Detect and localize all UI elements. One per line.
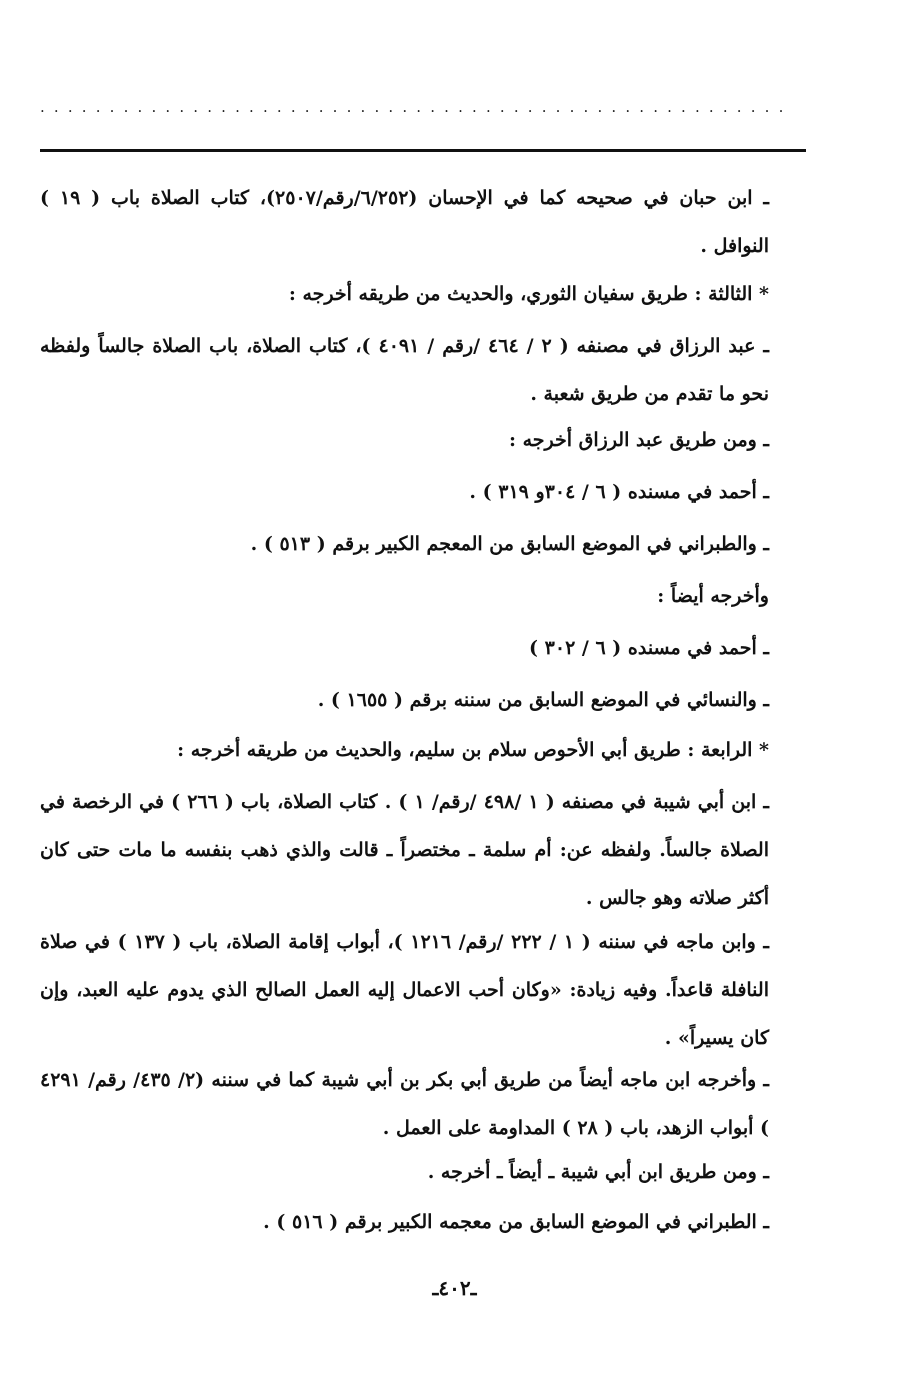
paragraph-abd-al-razzaq: ـ عبد الرزاق في مصنفه ( ٢ / ٤٦٤ /رقم / ٤٠٩١ )، كتاب الصلاة، باب الصلاة جالساً ولفظه نحو ما تقدم من طريق شعبة . <box>40 335 769 405</box>
page-number: ـ٤٠٢ـ <box>432 1276 477 1300</box>
paragraph-also-narrated: وأخرجه أيضاً : <box>657 585 769 607</box>
paragraph-via-ibn-abi-shaybah: ـ ومن طريق ابن أبي شيبة ـ أيضاً ـ أخرجه . <box>427 1161 769 1183</box>
paragraph-ibn-abi-shaybah: ـ ابن أبي شيبة في مصنفه ( ١ /٤٩٨ /رقم/ ١ ) . كتاب الصلاة، باب ( ٢٦٦ ) في الرخصة في الصلاة جالساً. ولفظه عن: أم سلمة ـ مختصراً ـ قالت والذي ذهب بنفسه ما مات حتى كان أكثر صلاته وهو جالس . <box>40 791 769 909</box>
header-dotted-line: . . . . . . . . . . . . . . . . . . . . . . . . . . . . . . . . . . . . . . . . . . . . . . . . . . . . . . <box>40 98 786 116</box>
paragraph-ahmad-musnad-2: ـ أحمد في مسنده ( ٦ / ٣٠٢ ) <box>529 637 769 659</box>
header-rule <box>40 149 806 152</box>
paragraph-tabarani-2: ـ الطبراني في الموضع السابق من معجمه الكبير برقم ( ٥١٦ ) . <box>263 1211 769 1233</box>
paragraph-via-abd-al-razzaq: ـ ومن طريق عبد الرزاق أخرجه : <box>508 429 769 451</box>
paragraph-fourth-route: * الرابعة : طريق أبي الأحوص سلام بن سليم، والحديث من طريقه أخرجه : <box>177 739 769 761</box>
paragraph-ibn-hibban: ـ ابن حبان في صحيحه كما في الإحسان (٦/٢٥٢/رقم/٢٥٠٧)، كتاب الصلاة باب ( ١٩ ) النوافل . <box>40 187 769 257</box>
paragraph-ibn-majah-2: ـ وأخرجه ابن ماجه أيضاً من طريق أبي بكر بن أبي شيبة كما في سننه (٢/ ٤٣٥/ رقم/ ٤٢٩١ ) أبواب الزهد، باب ( ٢٨ ) المداومة على العمل . <box>40 1069 769 1139</box>
paragraph-third-route: * الثالثة : طريق سفيان الثوري، والحديث من طريقه أخرجه : <box>288 283 769 305</box>
paragraph-ahmad-musnad-1: ـ أحمد في مسنده ( ٦ / ٣٠٤و ٣١٩ ) . <box>469 481 769 503</box>
paragraph-ibn-majah-1: ـ وابن ماجه في سننه ( ١ / ٢٢٢ /رقم/ ١٢١٦ )، أبواب إقامة الصلاة، باب ( ١٣٧ ) في صلاة النافلة قاعداً. وفيه زيادة: «وكان أحب الاعمال إليه العمل الصالح الذي يدوم عليه العبد، وإن كان يسيراً» . <box>40 931 769 1049</box>
paragraph-nasai: ـ والنسائي في الموضع السابق من سننه برقم ( ١٦٥٥ ) . <box>317 689 769 711</box>
paragraph-tabarani-1: ـ والطبراني في الموضع السابق من المعجم الكبير برقم ( ٥١٣ ) . <box>250 533 769 555</box>
